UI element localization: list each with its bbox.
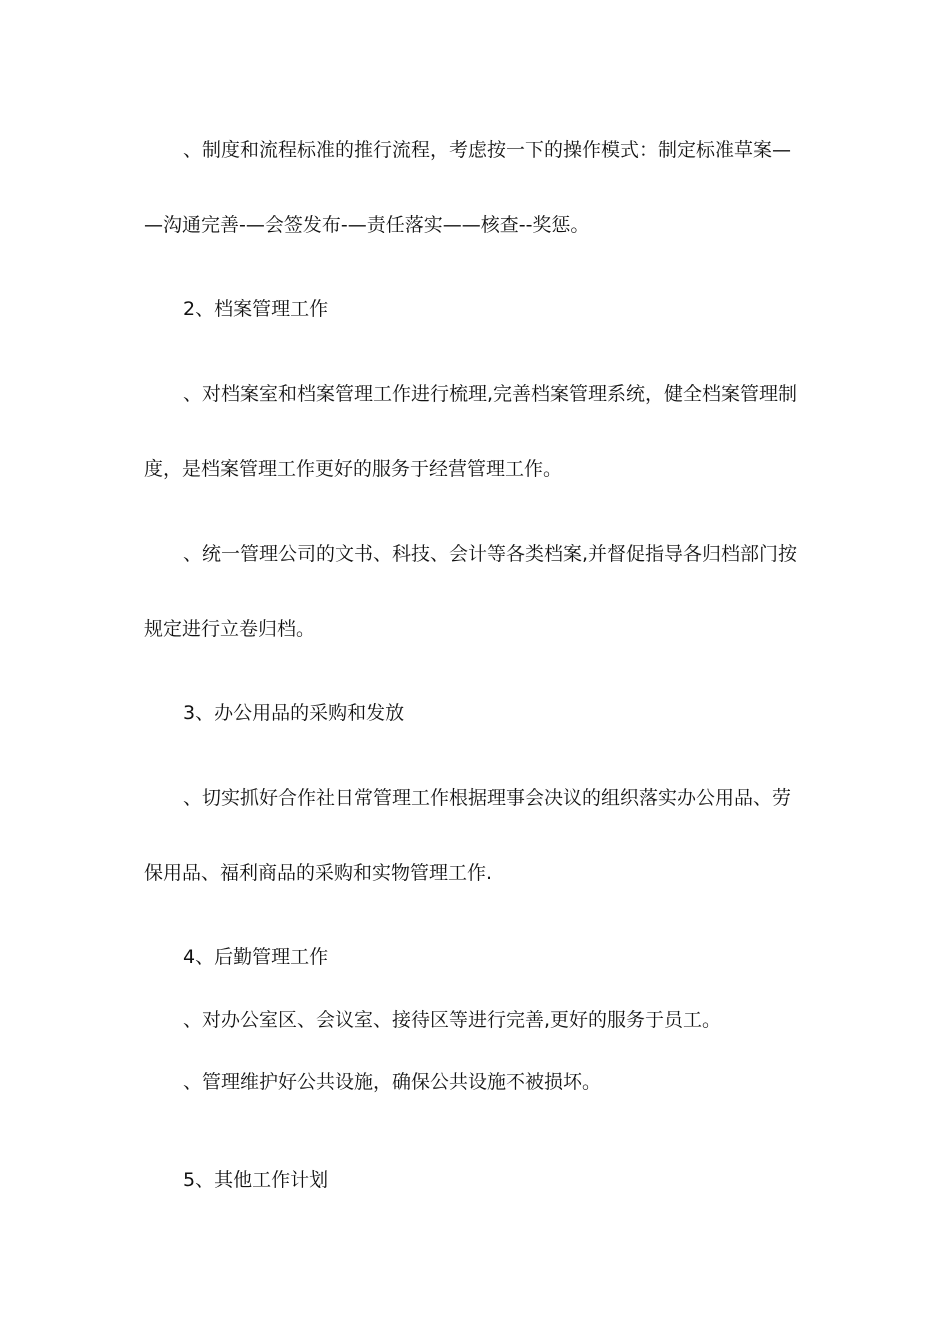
paragraph-line: 、对办公室区、会议室、接待区等进行完善,更好的服务于员工。 [183,1009,722,1031]
paragraph-line: 规定进行立卷归档。 [144,618,316,640]
paragraph-line: 、统一管理公司的文书、科技、会计等各类档案,并督促指导各归档部门按 [183,543,798,565]
paragraph-line: 、制度和流程标准的推行流程，考虑按一下的操作模式：制定标准草案— [183,139,792,161]
paragraph-line: —沟通完善-—会签发布-—责任落实——核查--奖惩。 [144,214,590,236]
paragraph-line: 、管理维护好公共设施，确保公共设施不被损坏。 [183,1071,602,1093]
paragraph-line: 、对档案室和档案管理工作进行梳理,完善档案管理系统，健全档案管理制 [183,383,798,405]
paragraph-line: 、切实抓好合作社日常管理工作根据理事会决议的组织落实办公用品、劳 [183,787,792,809]
section-heading-logistics-management: 4、后勤管理工作 [183,946,329,968]
paragraph-line: 度，是档案管理工作更好的服务于经营管理工作。 [144,458,563,480]
section-heading-office-supplies: 3、办公用品的采购和发放 [183,702,405,724]
section-heading-archive-management: 2、档案管理工作 [183,298,329,320]
paragraph-line: 保用品、福利商品的采购和实物管理工作. [144,862,493,884]
section-heading-other-work-plans: 5、其他工作计划 [183,1169,329,1191]
